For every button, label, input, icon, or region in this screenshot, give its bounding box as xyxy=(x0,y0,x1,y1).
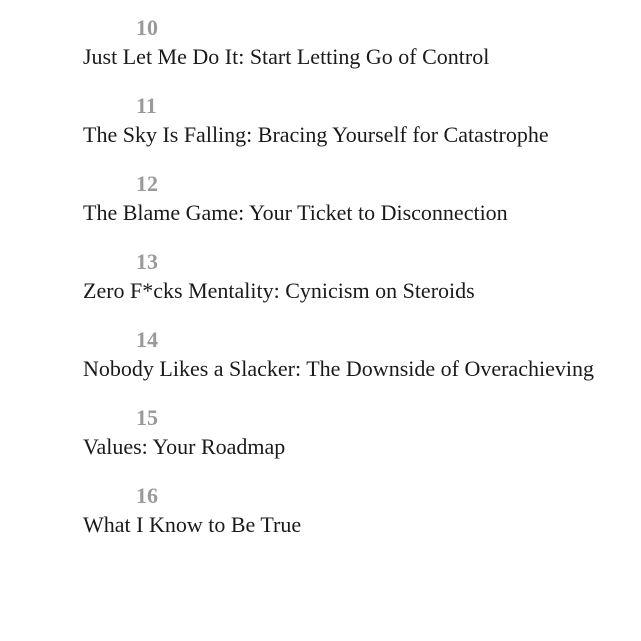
toc-entry[interactable] xyxy=(83,326,613,383)
toc-entry[interactable] xyxy=(83,482,613,539)
chapter-number: 15 xyxy=(136,405,158,430)
chapter-title-link[interactable]: The Sky Is Falling: Bracing Yourself for Catastrophe xyxy=(83,122,549,147)
toc-entry[interactable] xyxy=(83,14,613,71)
toc-entry[interactable] xyxy=(83,248,613,305)
chapter-title-link[interactable]: Just Let Me Do It: Start Letting Go of Control xyxy=(83,44,490,69)
chapter-number: 10 xyxy=(136,15,158,40)
chapter-number: 13 xyxy=(136,249,158,274)
chapter-title-link[interactable]: What I Know to Be True xyxy=(83,512,302,537)
toc-entry[interactable] xyxy=(83,404,613,461)
table-of-contents xyxy=(83,14,613,560)
chapter-number: 14 xyxy=(136,327,158,352)
chapter-number: 16 xyxy=(136,483,158,508)
chapter-title-link[interactable]: The Blame Game: Your Ticket to Disconnection xyxy=(83,200,508,225)
chapter-title-link[interactable]: Zero F*cks Mentality: Cynicism on Steroids xyxy=(83,278,475,303)
chapter-title-link[interactable]: Values: Your Roadmap xyxy=(83,434,286,459)
chapter-title-link[interactable]: Nobody Likes a Slacker: The Downside of Overachieving xyxy=(83,356,594,381)
chapter-number: 11 xyxy=(136,93,157,118)
toc-entry[interactable] xyxy=(83,92,613,149)
toc-entry[interactable] xyxy=(83,170,613,227)
chapter-number: 12 xyxy=(136,171,158,196)
